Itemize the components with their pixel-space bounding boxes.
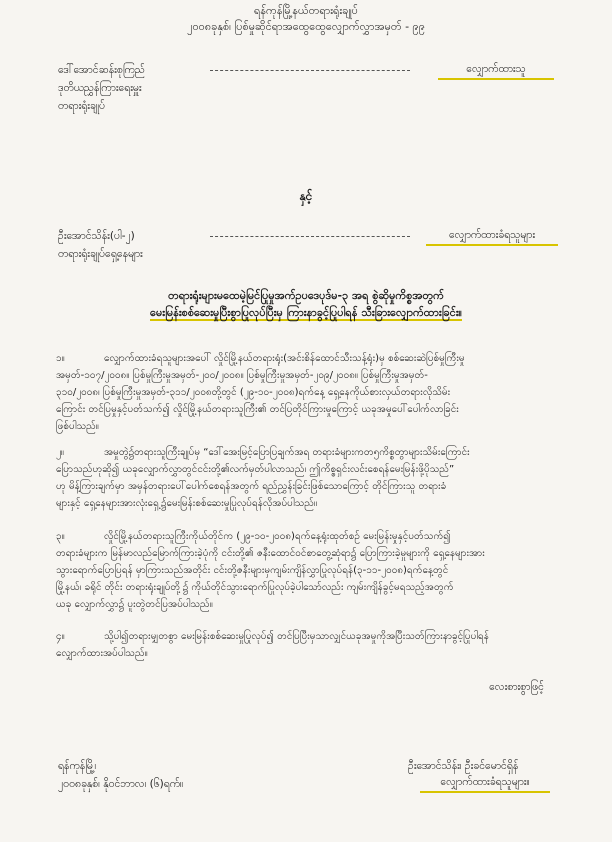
paragraph-line: သွားရောက်ပြောပြရန် မှာကြားသည်အတိုင်း ငင်းတို့ဇနီးများမှကျမ်းကျိန်လွှာပြုလုပ်ရန်(၃-၁၁-၂၀၀၈)ရက်နေ့တွင် [56,565,449,576]
paragraph-1 [56,350,556,435]
paragraph-line: ကြောင်း တင်ပြမှုနှင့်ပတ်သက်၍ လှိုင်မြို့နယ်တရားသူကြီး၏ တင်ပြတိုင်ကြားမှုကြောင့် ယခုအမှုပေါ်ပေါက်လာခြင်း [56,404,459,415]
paragraph-line: ၃၁၀/၂၀၀၈၊ ပြစ်မှုကြီးမှုအမှတ်-၃၁၁/၂၀၀၈တို့တွင် (၂၉-၁၀-၂၀၀၈)ရက်နေ့ ရှေ့နေကိုယ်စားလှယ်တရားလိုသိမ်း [56,387,451,398]
paragraph-line: အမှတ်-၁၀၇/၂၀၀၈။ ပြစ်မှုကြီးမှုအမှတ်-၂၀၀/၂၀၀၈။ ပြစ်မှုကြီးမှုအမှတ်-၂၀၉/၂၀၀၈။ ပြစ်မှုကြီးမှုအမှတ်- [56,370,428,381]
paragraph-line: ဟု မိန့်ကြားချက်မှာ အမှန်တရားပေါ်ပေါက်စေရန်အတွက် ရည်ညွှန်းခြင်းဖြစ်သောကြောင့် တိုင်ကြားသူ တရားခံ [56,481,447,492]
court-name: ရန်ကုန်မြို့နယ်တရားရုံးချုပ် [254,4,358,17]
applicant-office: တရားရုံးချုပ် [58,100,105,112]
paragraph-line: ယခု လျှောက်လွှာ၌ ပူးတွဲတင်ပြအပ်ပါသည်။ [56,599,213,610]
paragraph-line: များနှင့် ရှေ့နေများအားလုံးရှေ့၌မေးမြန်းစစ်ဆေးမှုပြုလုပ်ရန်လိုအပ်ပါသည်။ [56,498,317,509]
applicant-title: ဒုတိယညွှန်ကြားရေးမှူး [58,82,142,94]
respondent-title: တရားရုံးချုပ်ရှေ့နေများ [58,248,143,260]
respondent-name: ဦးအောင်သိန်း(ပါ-၂) [58,230,135,242]
title-line-1: တရားရုံးများမထေမဲ့မြင်ပြုမှုအက်ဥပဒေပုဒ်မ-၃ အရ စွဲဆိုမှုကိစ္စအတွက် [168,289,444,302]
paragraph-line: လှိုင်မြို့နယ်တရားသူကြီးကိုယ်တိုင်က (၂၉-၁၀-၂၀၀၈)ရက်နေ့ရုံးထုတ်စဉ် မေးမြန်းမှုနှင့်ပတ်သက်၍ [104,531,451,542]
applicant-role: လျှောက်ထားသူ [438,63,554,80]
closing-salutation: လေးစားစွာဖြင့် [489,681,544,693]
case-number-line: ၂၀၀၈ခုနှစ်၊ ပြစ်မှုဆိုင်ရာအထွေထွေလျှောက်လွှာအမှတ် - ၉၉ [187,20,425,33]
paragraph-number: ၁။ [56,353,65,364]
paragraph-line: မြို့နယ်၊ ခရိုင် တိုင်း တရားရုံးချုပ်တို့၌ ကိုယ်တိုင်သွားရောက်ပြုလုပ်ခဲ့ပါသော်လည်း ကျမ်းကျိန်ခွင့်မရသည့်အတွက် [56,582,454,593]
title-line-2: မေးမြန်းစစ်ဆေးမှုပြီးစွာပြုလုပ်ပြီးမှ ကြားနာခွင့်ပြုပါရန် သီးခြားလျှောက်ထားခြင်း။ [150,306,462,319]
paragraph-line: အမှုတွဲ၌တရားသူကြီးချုပ်မှ “ဒေါ်အေးမြင့်ပြောပြချက်အရ တရားခံများကတ၅ကိစ္စတွာများသိမ်းကြောင်း [104,447,470,458]
conjunction: နှင့် [299,189,313,203]
footer-date: ၂၀၀၈ခုနှစ်၊ နိုဝင်ဘာလ၊ (၆)ရက်။ [58,778,184,790]
paragraph-line: လျှောက်ထားအပ်ပါသည်။ [56,648,148,659]
paragraph-line: လျှောက်ထားခံရသူများအပေါ် လှိုင်မြို့နယ်တရားရုံး(အင်းစိန်ထောင်သီးသန့်ရုံး)မှ စစ်ဆေးဆဲပြစ်မှုကြီးမှု [104,353,465,364]
applicant-dashed-line [210,70,410,71]
respondent-dashed-line [210,236,410,237]
paragraph-number: ၄။ [56,631,65,642]
paragraph-line: ပြောသည်ဟုဆို၍ ယခုလျှောက်လွှာတွင်ငင်းတို့၏လက်မှတ်ပါလာသည်၊ ဤကိစ္စရှင်းလင်းစေရန်မေးမြန်းဖို့ပိုသည်” [56,464,455,475]
paragraph-number: ၂။ [56,447,64,458]
paragraph-line: သို့ပါ၍တရားမျှတစွာ မေးမြန်းစစ်ဆေးမှုပြုလုပ်၍ တင်ပြပြီးမှသာလျှင်ယခုအမှုကိုအပြီးသတ်ကြားနာခွင့်ပြုပါရန် [104,631,489,642]
paragraph-4 [56,628,556,662]
footer-signatory-role: လျှောက်ထားခံရသူများ။ [420,776,550,793]
applicant-name: ဒေါ်အောင်ဆန်းစုကြည် [58,64,145,76]
document-title [60,287,552,321]
paragraph-line: တရားခံများက မြန်မာလည်မြောက်ကြားခဲ့ပုံကို ငင်းတို့၏ ဇနီးထောင်ဝင်စာတွေ့ဆုံရာ၌ ပြောကြားခဲ့မှုများကို ရှေ့နေများအား [56,548,485,559]
paragraph-number: ၃။ [56,531,65,542]
footer-place: ရန်ကုန်မြို့၊ [58,760,97,772]
respondent-role: လျှောက်ထားခံရသူများ [426,229,558,246]
footer-signatory-names: ဦးအောင်သိန်း၊ ဦးခင်မောင်ရှိန် [408,760,519,772]
paragraph-3 [56,528,556,613]
paragraph-2 [56,444,556,512]
paragraph-line: ဖြစ်ပါသည်။ [56,421,99,432]
